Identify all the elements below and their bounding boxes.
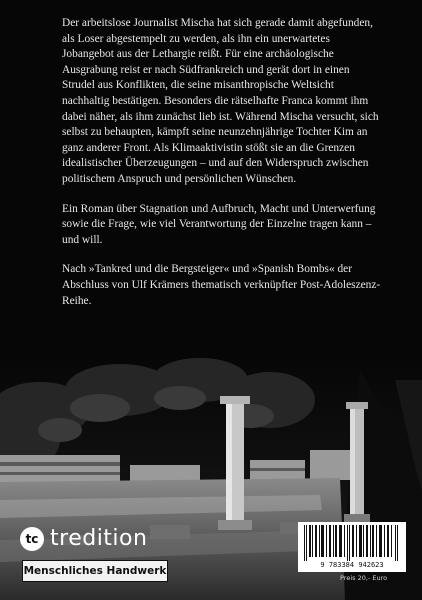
publisher-name: tredition [50, 526, 148, 551]
tredition-logo-icon: tc [20, 527, 44, 551]
publisher-logo [20, 526, 147, 551]
series-label: Menschliches Handwerk [22, 560, 168, 582]
barcode-bars [302, 525, 402, 561]
barcode-digits: 9 783384 942623 [320, 561, 384, 569]
blurb-paragraph-1: Der arbeitslose Journalist Mischa hat sich gerade damit abgefunden, als Loser abgestempelt zu werden, als ihn ein unerwartetes Jobangebot aus der Lethargie reißt. Für eine archäologische Ausgrabung reist er nach Südfrankreich und gerät dort in einen Strudel aus Konflikten, die seine misanthropische Weltsicht nachhaltig bestätigen. Besonders die rätselhafte Franca kommt ihm dabei näher, als ihm zunächst lieb ist. Während Mischa versucht, sich selbst zu behaupten, kämpft seine neunzehnjährige Tochter Kim an ganz anderer Front. Als Klimaaktivistin stößt sie an die Grenzen idealistischer Überzeugungen – und auf den Widerspruch zwischen politischem Anspruch und persönlichen Wünschen. [62, 17, 379, 185]
blurb-paragraph-2: Ein Roman über Stagnation und Aufbruch, Macht und Unterwerfung sowie die Frage, wie viel Verantwortung der Einzelne tragen kann – und will. [62, 202, 376, 246]
price-label: Preis 20,- Euro [340, 574, 388, 582]
isbn-barcode-icon [298, 522, 406, 572]
blurb-text [62, 16, 382, 323]
blurb-paragraph-3: Nach »Tankred und die Bergsteiger« und »Spanish Bombs« der Abschluss von Ulf Krämers thematisch verknüpfter Post-Adoleszenz-Reihe. [62, 263, 381, 307]
